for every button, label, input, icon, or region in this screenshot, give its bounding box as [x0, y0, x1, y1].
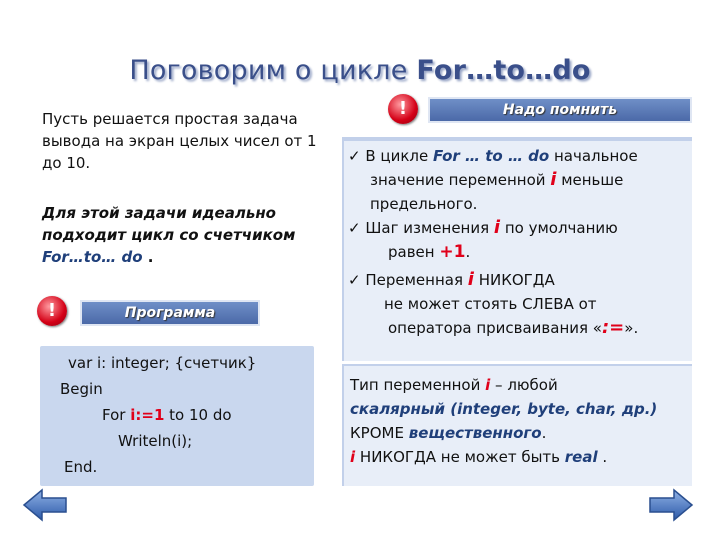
check-icon: ✓: [348, 271, 361, 289]
code-box: [40, 346, 314, 486]
assign-op: :=: [601, 317, 625, 338]
code-to: to 10 do: [164, 406, 232, 424]
type-note-line-4: [350, 446, 607, 468]
bullet-2-line-2: [388, 241, 470, 263]
text: оператора присваивания «: [388, 319, 602, 337]
text: НИКОГДА не может быть: [355, 448, 565, 466]
code-text: For … to … do: [433, 147, 550, 165]
text: начальное: [549, 147, 638, 165]
text: Тип переменной: [350, 376, 486, 394]
text: .: [541, 424, 547, 442]
code-line: [102, 404, 232, 426]
arrow-left-icon[interactable]: [22, 488, 68, 522]
text: – любой: [490, 376, 558, 394]
intro-bold-end: .: [142, 248, 154, 266]
bullet-1: [348, 145, 638, 167]
text: значение переменной: [370, 171, 551, 189]
text: Переменная: [365, 271, 468, 289]
code-for: For: [102, 406, 131, 424]
text: меньше: [556, 171, 624, 189]
bullet-1-line-3: предельного.: [370, 195, 478, 213]
code-line: Writeln(i);: [118, 432, 193, 450]
code-assign: :=1: [135, 406, 165, 424]
text: КРОМЕ: [350, 424, 409, 442]
intro-bold-part: Для этой задачи идеально подходит цикл со счетчиком: [42, 204, 296, 244]
text: НИКОГДА: [473, 271, 555, 289]
var-i: i: [485, 376, 491, 394]
code-line: End.: [64, 458, 98, 476]
step-value: +1: [439, 242, 466, 262]
page-title: [0, 55, 720, 86]
check-icon: ✓: [348, 147, 361, 165]
type-note-line-2: скалярный (integer, byte, char, др.): [350, 400, 658, 418]
bullet-1-line-2: [370, 169, 623, 191]
arrow-right-icon[interactable]: [648, 488, 694, 522]
text: .: [465, 243, 471, 261]
alert-icon: !: [388, 94, 418, 124]
code-var: i: [130, 406, 136, 424]
var-i: i: [467, 269, 474, 290]
remember-banner: Надо помнить: [428, 97, 692, 123]
remember-box: [342, 137, 692, 361]
alert-icon: !: [37, 296, 67, 326]
text: равен: [388, 243, 440, 261]
bullet-2: [348, 217, 618, 239]
text: ».: [624, 319, 639, 337]
var-i: i: [493, 217, 501, 238]
bullet-3-line-2: не может стоять СЛЕВА от: [384, 295, 597, 313]
text: по умолчанию: [500, 219, 618, 237]
bullet-3-line-3: [388, 317, 638, 339]
code-line: Begin: [60, 380, 103, 398]
type-note-line-3: [350, 422, 546, 444]
real-word: вещественного: [408, 424, 542, 442]
title-main: Поговорим о цикле: [129, 55, 417, 86]
var-i: i: [550, 169, 557, 190]
text: В цикле: [365, 147, 434, 165]
type-note-line-1: [350, 374, 558, 396]
text: Шаг изменения: [365, 219, 494, 237]
type-note-box: [342, 364, 692, 486]
intro-bold-code: For…to… do: [42, 248, 143, 266]
bullet-3: [348, 269, 555, 291]
code-line: var i: integer; {счетчик}: [68, 354, 257, 372]
title-highlight: For…to…do: [416, 55, 591, 86]
real-type: real: [564, 448, 598, 466]
var-i: i: [350, 448, 356, 466]
check-icon: ✓: [348, 219, 361, 237]
intro-text: Пусть решается простая задача вывода на экран целых чисел от 1 до 10.: [42, 110, 317, 172]
program-banner: Программа: [80, 300, 260, 326]
intro-bold-text: [42, 202, 332, 268]
text: .: [597, 448, 608, 466]
